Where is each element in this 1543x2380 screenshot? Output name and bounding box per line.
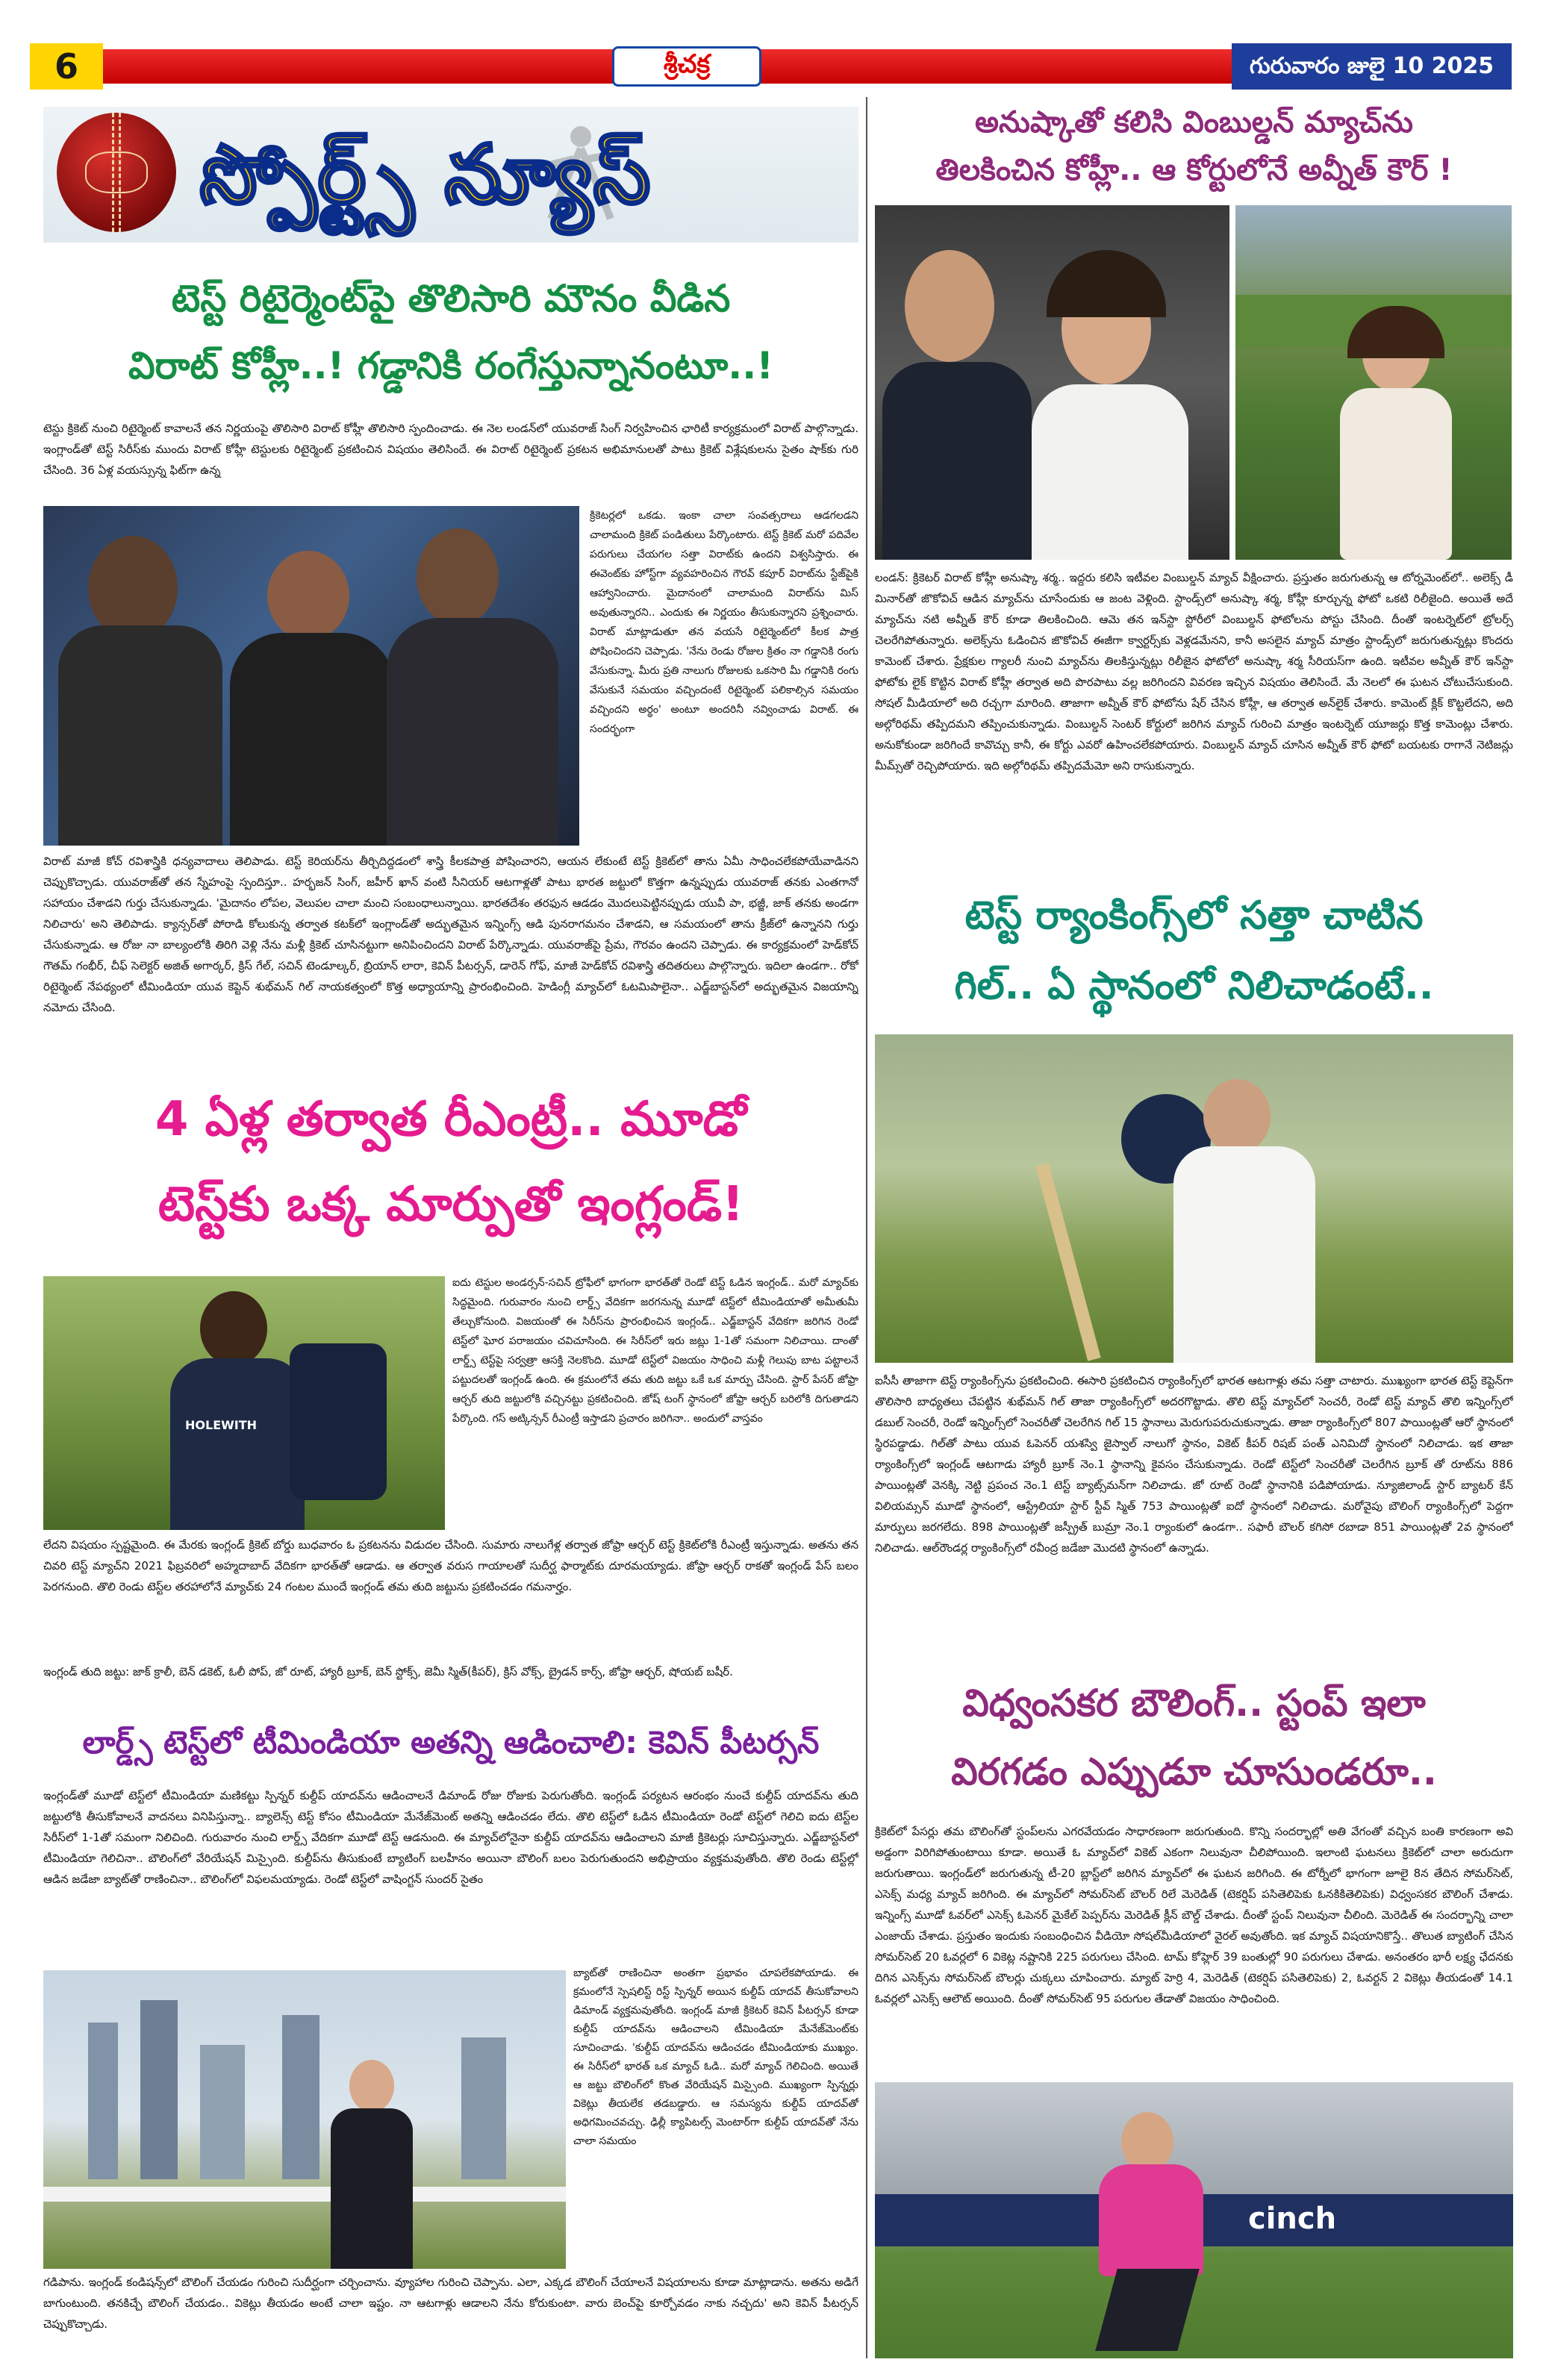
cricket-ball-icon [57,113,176,232]
sports-news-banner [43,107,858,243]
issue-date: గురువారం జులై 10 2025 [1232,43,1512,90]
pietersen-photo [43,1970,566,2269]
pietersen-headline[interactable]: లార్డ్స్ టెస్ట్‌లో టీమిండియా అతన్ని ఆడించాలి: కెవిన్ పీటర్సన్ [82,1724,820,1761]
gill-photo [875,1034,1513,1363]
wimbledon-headline-2[interactable]: తిలకించిన కోహ్లీ.. ఆ కోర్టులోనే అవ్నీత్ కౌర్ ! [935,153,1453,187]
ad-board-text: cinch [1248,2202,1337,2236]
masthead-title: శ్రీచక్ర [663,49,711,79]
kohli-headline-1[interactable]: టెస్ట్ రిటైర్మెంట్‌పై తొలిసారి మౌనం వీడిన [171,277,731,320]
page-number: 6 [30,43,103,90]
jersey-text: HOLEWITH [185,1418,258,1432]
kohli-body-rest: విరాట్ మాజీ కోచ్ రవిశాస్త్రికి ధన్యవాదాలు తెలిపాడు. టెస్ట్ కెరియర్‌ను తీర్చిదిద్దడంలో శాస్త్రి కీలకపాత్ర పోషించారని, ఆయన లేకుంటే టెస్ట్ క్రికెట్‌లో తాను ఏమీ సాధించలేకపోయేవాడినని చెప్పుకొచ్చాడు. యువరాజ్‌తో తన స్నేహంపై స్పందిస్తూ.. హర్భజన్ సింగ్, జహీర్ ఖాన్ వంటి సీనియర్ ఆటగాళ్లతో పాటు భారత జట్టులో కొత్తగా ఉన్నప్పుడు యువరాజ్ తనకు ఎంతగానో సహాయం చేశాడని గుర్తు చేసుకున్నాడు. 'మైదానం లోపల, వెలుపల చాలా మంచి సంబంధాలున్నాయి. భారతదేశం తరఫున ఆడడం మొదలుపెట్టినప్పుడు యువీ పా, భజ్జీ, జాక్ తనకు అండగా నిలిచారు' అని తెలిపాడు. క్యాన్సర్‌తో పోరాడి కోలుకున్న తర్వాత కటక్‌లో ఇంగ్లాండ్‌తో అద్భుతమైన ఇన్నింగ్స్ ఆడి పునరాగమనం చేశాడని, ఆ సమయంలో తాను క్రీజ్‌లో ఉన్నానని గుర్తు చేసుకున్నాడు. ఆ రోజు నా బాల్యంలోకి తిరిగి వెళ్లి నేను మళ్లీ క్రికెట్ చూసినట్టుగా అనిపించిందని విరాట్ పేర్కొన్నాడు. యువరాజ్‌పై ప్రేమ, గౌరవం ఉందని చెప్పాడు. ఈ కార్యక్రమంలో హెడ్‌కోచ్ గౌతమ్ గంభీర్, చీఫ్ సెలెక్టర్ అజిత్ అగార్కర్, క్రిస్ గేల్, సచిన్ టెండూల్కర్, బ్రియాన్ లారా, కెవిన్ పీటర్సన్, డారెన్ గోఫ్, మాజీ హెడ్‌కోచ్ రవిశాస్త్రి తదితరులు పాల్గొన్నారు. ఇదిలా ఉండగా.. రోకో రిటైర్మెంట్ నేపథ్యంలో టీమిండియా యువ కెప్టెన్ శుభ్‌మన్ గిల్ నాయకత్వంలో కొత్త అధ్యాయాన్ని ప్రారంభించింది. హెడింగ్లీ మ్యాచ్‌లో ఓటమిపాలైనా.. ఎడ్జ్‌బాస్టన్‌లో అద్భుతమైన విజయాన్ని నమోదు చేసింది. [43,855,858,1014]
banner-title: స్పోర్ట్స్ న్యూస్ [200,128,652,222]
stump-headline-1[interactable]: విధ్వంసకర బౌలింగ్.. స్టంప్ ఇలా [962,1681,1426,1725]
avneet-kaur-photo [1235,205,1512,560]
page-header [30,43,1512,90]
gill-headline-1[interactable]: టెస్ట్ ర్యాంకింగ్స్‌లో సత్తా చాటిన [964,893,1424,938]
gill-headline-2[interactable]: గిల్.. ఏ స్థానంలో నిలిచాడంటే.. [954,963,1434,1008]
england-squad: ఇంగ్లండ్ తుది జట్టు: జాక్ క్రాలీ, బెన్ డకెట్, ఓలీ పోప్, జో రూట్, హ్యారీ బ్రూక్, బెన్ స్టోక్స్, జెమీ స్మిత్(కీపర్), క్రిస్ వోక్స్, బ్రైడన్ కార్స్, జోఫ్రా ఆర్చర్, షోయబ్ బషీర్. [43,1665,733,1678]
column-divider [866,97,867,2358]
gill-body: ఐసీసీ తాజాగా టెస్ట్ ర్యాంకింగ్స్‌ను ప్రకటించింది. ఈసారి ప్రకటించిన ర్యాంకింగ్స్‌లో భారత ఆటగాళ్లు తమ సత్తా చాటారు. ముఖ్యంగా భారత టెస్ట్ కెప్టెన్‌గా తొలిసారి బాధ్యతలు చేపట్టిన శుభ్‌మన్ గిల్ తాజా ర్యాంకింగ్స్‌లో అదరగొట్టాడు. తొలి టెస్ట్ మ్యాచ్‌లో సెంచరీ, రెండో టెస్ట్ మ్యాచ్ తొలి ఇన్నింగ్స్‌లో డబుల్ సెంచరీ, రెండో ఇన్నింగ్స్‌లో సెంచరీతో చెలరేగిన గిల్ 15 స్థానాలు మెరుగుపరుచుకున్నాడు. తాజా ర్యాంకింగ్స్‌లో 807 పాయింట్లతో ఆరో స్థానంలో స్థిరపడ్డాడు. గిల్‌తో పాటు యువ ఓపెనర్ యశస్వి జైస్వాల్ నాలుగో స్థానం, వికెట్ కీపర్ రిషబ్ పంత్ ఎనిమిదో స్థానంలో నిలిచాడు. ఇక తాజా ర్యాంకింగ్స్‌లో ఇంగ్లండ్ ఆటగాడు హ్యారీ బ్రూక్ నెం.1 స్థానాన్ని కైవసం చేసుకున్నాడు. రెండో టెస్ట్‌లో సెంచరీతో చెలరేగిన బ్రూక్ తో రూట్‌ను 886 పాయింట్లతో వెనక్కి నెట్టి ప్రపంచ నెం.1 టెస్ట్ బ్యాట్స్‌మన్‌గా నిలిచాడు. జో రూట్ రెండో స్థానానికి పడిపోయాడు. న్యూజిలాండ్ స్టార్ బ్యాటర్ కేన్ విలియమ్సన్ మూడో స్థానంలో, ఆస్ట్రేలియా స్టార్ స్టీవ్ స్మిత్ 753 పాయింట్లతో ఐదో స్థానంలో నిలిచాడు. మరోవైపు బౌలింగ్ ర్యాంకింగ్స్‌లో పెద్దగా మార్పులు జరగలేదు. 898 పాయింట్లతో జస్ప్రీత్ బుమ్రా నెం.1 ర్యాంకులో ఉండగా.. సఫారీ బౌలర్ కగిసో రబాడా 851 పాయింట్లతో 2వ స్థానంలో నిలిచాడు. ఆల్‌రౌండర్ల ర్యాంకింగ్స్‌లో రవీంద్ర జడేజా మొదటి స్థానంలో ఉన్నాడు. [875,1374,1513,1555]
jofra-archer-photo [43,1276,445,1530]
stump-headline-2[interactable]: విరగడం ఎప్పుడూ చూసుండరూ.. [951,1750,1437,1793]
pietersen-intro: ఇంగ్లండ్‌తో మూడో టెస్ట్‌లో టీమిండియా మణికట్టు స్పిన్నర్ కుల్దీప్ యాదవ్‌ను ఆడించాలనే డిమాండ్ రోజు రోజుకు పెరుగుతోంది. ఇంగ్లండ్ పర్యటన ఆరంభం నుంచే కుల్దీప్ యాదవ్‌ను తుది జట్టులోకి తీసుకోవాలనే వాదనలు వినిపిస్తున్నా.. బ్యాలెన్స్ టెస్ట్ కోసం టీమిండియా మేనేజ్‌మెంట్ అతన్ని ఆడించడం లేదు. తొలి టెస్ట్‌లో ఓడిన టీమిండియా రెండో టెస్ట్‌లో గెలిచి ఐదు టెస్ట్‌ల సిరీస్‌లో 1-1తో సమంగా నిలిచింది. గురువారం నుంచి లార్డ్స్ వేదికగా మూడో టెస్ట్ ఆడనుంది. ఈ మ్యాచ్‌లోనైనా కుల్దీప్ యాదవ్‌ను ఆడించాలని మాజీ క్రికెటర్లు సూచిస్తున్నారు. ఎడ్జ్‌బాస్టన్‌లో టీమిండియా గెలిచినా.. బౌలింగ్‌లో వేరియేషన్ మిస్సైంది. కుల్దీప్‌ను తీసుకుంటే బ్యాటింగ్ బలహీనం అయినా బౌలింగ్ బలం పెరుగుతుందని అభిప్రాయం వ్యక్తమవుతోంది. తొలి రెండు టెస్ట్‌ల్లో ఆడిన జడేజా బ్యాట్‌తో రాణించినా.. బౌలింగ్‌లో విఫలమయ్యాడు. రెండో టెస్ట్‌లో వాషింగ్టన్ సుందర్ సైతం [43,1789,858,1886]
kohli-anushka-photo [875,205,1229,560]
england-body-rest: లేదని విషయం స్పష్టమైంది. ఈ మేరకు ఇంగ్లండ్ క్రికెట్ బోర్డు బుధవారం ఓ ప్రకటనను విడుదల చేసింది. సుమారు నాలుగేళ్ల తర్వాత జోఫ్రా ఆర్చర్ టెస్ట్ క్రికెట్‌లోకి రీఎంట్రీ ఇస్తున్నాడు. అతను తన చివరి టెస్ట్ మ్యాచ్‌ని 2021 ఫిబ్రవరిలో అహ్మదాబాద్ వేదికగా భారత్‌తో ఆడాడు. ఆ తర్వాత వరుస గాయాలతో సుదీర్ఘ ఫార్మాట్‌కు దూరమయ్యాడు. జోఫ్రా ఆర్చర్ రాకతో ఇంగ్లండ్ పేస్ బలం పెరగనుంది. తొలి రెండు టెస్ట్‌ల తరహాలోనే మ్యాచ్‌కు 24 గంటల ముందే ఇంగ్లండ్ తమ తుది జట్టును ప్రకటించడం గమనార్హం. [43,1538,858,1593]
england-headline-1[interactable]: 4 ఏళ్ల తర్వాత రీఎంట్రీ.. మూడో [155,1092,747,1147]
wimbledon-body: లండన్: క్రికెటర్ విరాట్ కోహ్లీ అనుష్కా శర్మ.. ఇద్దరు కలిసి ఇటీవల వింబుల్డన్ మ్యాచ్ వీక్షించారు. ప్రస్తుతం జరుగుతున్న ఆ టోర్నమెంట్‌లో.. అలెక్స్ డీ మినార్‌తో జొకోవిచ్ ఆడిన మ్యాచ్‌ను చూసేందుకు ఆ జంట వెళ్లింది. స్టాండ్స్‌లో అనుష్కా శర్మ, కోహ్లీ కూర్చున్న ఫోటో ఒకటి రిలీజైంది. అయితే అదే మ్యాచ్‌ను నటి అవ్నీత్ కౌర్ కూడా తిలకించింది. ఆమె తన ఇన్‌స్టా స్టోరీలో వింబుల్డన్ ఫోటోలను పోస్టు చేసింది. దీంతో ఇంటర్నెట్‌లో ట్రోలర్స్ చెలరేగిపోతున్నారు. అలెక్స్‌ను ఓడించిన జొకోవిచ్ ఈజీగా క్వార్టర్స్‌కు వెళ్లడమేనని, కానీ అసలైన మ్యాచ్ మాత్రం స్టాండ్స్‌లో జరుగుతున్నట్లు కొందరు కామెంట్ చేశారు. ప్రేక్షకుల గ్యాలరీ నుంచి మ్యాచ్‌ను తిలకిస్తున్నట్లు రిలీజైన ఫోటోలో అనుష్కా శర్మ సీరియస్‌గా ఉంది. ఇటీవల అవ్నీత్ కౌర్ ఇన్‌స్టా ఫోటోకు లైక్ కొట్టిన విరాట్ కోహ్లీ తర్వాత అది పొరపాటు వల్ల జరిగిందని వివరణ ఇచ్చిన విషయం తెలిసిందే. మే నెలలో ఈ ఘటన చోటుచేసుకుంది. సోషల్ మీడియాలో అది రచ్చగా మారింది. తాజాగా అవ్నీత్ కౌర్ ఫోటోను షేర్ చేసిన కోహ్లీ, ఆ తర్వాత అన్‌లైక్ చేశారు. కామెంట్ క్లిక్ కొట్టలేదని, అది అల్గోరిథమ్ తప్పిదమని తప్పించుకున్నాడు. వింబుల్డన్ సెంటర్ కోర్టులో జరిగిన మ్యాచ్ గురించి మాత్రం ఇంటర్నెట్ యూజర్లు కొత్త కామెంట్లు చేశారు. అనుకోకుండా జరిగిందే కావొచ్చు కానీ, ఈ కోర్టు ఎవరో ఉహించలేకపోయారు. వింబుల్డన్ మ్యాచ్ చూసిన అవ్నీత్ కౌర్ ఫోటో బయటకు రాగానే నెటిజన్లు మీమ్స్‌తో రెచ్చిపోయారు. ఇది అల్గోరిథమ్ తప్పిదమేమో అని రాసుకున్నారు. [875,571,1513,772]
stump-body: క్రికెట్‌లో పేసర్లు తమ బౌలింగ్‌తో స్టంప్‌లను ఎగరవేయడం సాధారణంగా జరుగుతుంది. కొన్ని సందర్భాల్లో అతి వేగంతో వచ్చిన బంతి కారణంగా అవి అడ్డంగా విరిగిపోతుంటాయి కూడా. అయితే ఓ మ్యాచ్‌లో వికెట్ ఎకంగా నిలువునా చీలిపోయింది. ఇలాంటి ఘటనలు క్రికెట్‌లో చాలా అరుదుగా జరుగుతాయి. ఇంగ్లండ్‌లో జరుగుతున్న టీ-20 బ్లాస్ట్‌లో జరిగిన మ్యాచ్‌లో ఈ ఘటన జరిగింది. ఈ టోర్నీలో భాగంగా జూలై 8న తేదిన సోమర్‌సెట్, ఎసెక్స్ మధ్య మ్యాచ్ జరిగింది. ఈ మ్యాచ్‌లో సోమర్‌సెట్ బౌలర్ రిలే మెరెడిత్ (టెకర్షిప్ పసితెలిపెకు ఓనకికితెలిపెకు) విధ్వంసకర బౌలింగ్ చేశాడు. ఇన్నింగ్స్ మూడో ఓవర్‌లో ఎసెక్స్ ఓపెనర్ మైకేల్ పెప్పర్‌ను మెరెడిత్ క్లీన్ బౌల్డ్ చేశాడు. దీంతో స్టంప్ నిలువునా చీలింది. మెరెడిత్ ఈ సందర్భాన్ని చాలా ఎంజాయ్ చేశాడు. ప్రస్తుతం ఇందుకు సంబంధించిన వీడియో సోషల్‌మీడియాలో వైరల్ అవుతోంది. ఇక మ్యాచ్ విషయానికొస్తే.. తొలుత బ్యాటింగ్ చేసిన సోమర్‌సెట్ 20 ఓవర్లలో 6 వికెట్ల నష్టానికి 225 పరుగులు చేసింది. టామ్ కోహ్లెర్ 39 బంతుల్లో 90 పరుగులు చేశాడు. అనంతరం భారీ లక్ష్య ఛేదనకు దిగిన ఎసెక్స్‌ను సోమర్‌సెట్ బౌలర్లు చుక్కలు చూపించారు. మ్యాట్ హెర్రి 4, మెరెడిత్ (టెకర్షిప్ పసితెలిపెకు) 2, ఓవర్టన్ 2 వికెట్లు తీయడంతో 14.1 ఓవర్లలో ఎసెక్స్ ఆలౌట్ అయింది. దీంతో సోమర్‌సెట్ 95 పరుగుల తేడాతో విజయం సాధించింది. [875,1825,1513,2005]
meredith-bowling-photo [875,2082,1513,2358]
pietersen-body-rest: గడిపాను. ఇంగ్లండ్ కండిషన్స్‌లో బౌలింగ్ చేయడం గురించి సుదీర్ఘంగా చర్చించాను. వ్యూహాల గురించి చెప్పాను. ఎలా, ఎక్కడ బౌలింగ్ చేయాలనే విషయాలను కూడా మాట్లాడాను. అతను అడిగే బాగుంటుంది. తనకిచ్చే బౌలింగ్ చేయడం.. వికెట్లు తీయడం అంటే చాలా ఇష్టం. నా ఆటగాళ్లు ఆడాలని నేను కోరుకుంటా. వారు బెంచ్‌పై కూర్చోవడం నాకు నచ్చదు' అని కెవిన్ పీటర్సన్ చెప్పుకొచ్చాడు. [43,2276,858,2331]
kohli-headline-2[interactable]: విరాట్ కోహ్లీ..! గడ్డానికి రంగేస్తున్నానంటూ..! [128,344,774,387]
kohli-intro: టెస్టు క్రికెట్ నుంచి రిటైర్మెంట్ కావాలనే తన నిర్ణయంపై తొలిసారి విరాట్ కోహ్లీ తొలిసారి స్పందించాడు. ఈ నెల లండన్‌లో యువరాజ్ సింగ్ నిర్వహించిన ఛారిటీ కార్యక్రమంలో విరాట్ పాల్గొన్నాడు. ఇంగ్లాండ్‌తో టెస్ట్ సిరీస్‌కు ముందు విరాట్ కోహ్లీ టెస్టులకు రిటైర్మెంట్ ప్రకటించిన విషయం తెలిసిందే. ఈ విరాట్ రిటైర్మెంట్ ప్రకటన అభిమానులతో పాటు క్రికెట్ విశ్లేషకులను సైతం షాక్‌కు గురి చేసింది. 36 ఏళ్ల వయస్సున్న ఫిట్‌గా ఉన్న [43,422,858,477]
pietersen-side-text: బ్యాట్‌తో రాణించినా అంతగా ప్రభావం చూపలేకపోయాడు. ఈ క్రమంలోనే స్పెషలిస్ట్ రిస్ట్ స్పిన్నర్ అయిన కుల్దీప్ యాదవ్ తీసుకోవాలని డిమాండ్ వ్యక్తమవుతోంది. ఇంగ్లండ్ మాజీ క్రికెటర్ కెవిన్ పీటర్సన్ కూడా కుల్దీప్ యాదవ్‌ను ఆడించాలని టీమిండియా మేనేజ్‌మెంట్‌కు సూచించాడు. 'కుల్దీప్ యాదవ్‌ను ఆడించడం టీమిండియాకు ముఖ్యం. ఈ సిరీస్‌లో భారత్ ఒక మ్యాచ్ ఓడి.. మరో మ్యాచ్ గెలిచింది. అయితే ఆ జట్టు బౌలింగ్‌లో కొంత వేరియేషన్ మిస్సైంది. ముఖ్యంగా స్పిన్నర్లు వికెట్లు తీయలేక తడబడ్డారు. ఆ సమస్యను కుల్దీప్ యాదవ్‌తో అధిగమించవచ్చు. ఢిల్లీ క్యాపిటల్స్ మెంటార్‌గా కుల్దీప్ యాదవ్‌తో నేను చాలా సమయం [573,1967,858,2147]
masthead-logo[interactable] [612,46,761,87]
kohli-side-text: క్రికెటర్లలో ఒకడు. ఇంకా చాలా సంవత్సరాలు ఆడగలడని చాలామంది క్రికెట్ పండితులు పేర్కొంటారు. టెస్ట్ క్రికెట్ మరో పదివేల పరుగులు చేయగల సత్తా విరాట్‌కు ఉందని విశ్వసిస్తారు. ఈ ఈవెంట్‌కు హోస్ట్‌గా వ్యవహరించిన గౌరవ్ కపూర్ విరాట్‌ను స్టేజ్‌పైకి ఆహ్వానించారు. మైదానంలో చాలామంది విరాట్‌ను మిస్ అవుతున్నారని.. ఎందుకు ఈ నిర్ణయం తీసుకున్నారని ప్రశ్నించారు. విరాట్ మాట్లాడుతూ తన వయసే రిటైర్మెంట్‌లో కీలక పాత్ర పోషించిందని చెప్పాడు. 'నేను రెండు రోజుల క్రితం నా గడ్డానికి రంగు వేసుకున్నా. మీరు ప్రతి నాలుగు రోజులకు ఒకసారి మీ గడ్డానికి రంగు వేసుకునే సమయం వచ్చిందంటే రిటైర్మెంట్ పలికాల్సిన సమయం వచ్చిందని అర్థం' అంటూ అందరినీ నవ్వించాడు విరాట్. ఈ సందర్భంగా [590,510,858,735]
england-side-text: ఐదు టెస్టుల అండర్సన్-సచిన్ ట్రోఫీలో భాగంగా భారత్‌తో రెండో టెస్ట్‌ ఓడిన ఇంగ్లండ్.. మరో మ్యాచ్‌కు సిద్ధమైంది. గురువారం నుంచి లార్డ్స్ వేదికగా జరగనున్న మూడో టెస్ట్‌లో టీమిండియాతో అమీతుమీ తేల్చుకోనుంది. విజయంతో ఈ సిరీస్‌ను ప్రారంభించిన ఇంగ్లండ్.. ఎడ్జ్‌బాస్టన్ వేదికగా జరిగిన రెండో టెస్ట్‌లో ఘోర పరాజయం చవిచూసింది. ఈ సిరీస్‌లో ఇరు జట్లు 1-1తో సమంగా నిలిచాయి. దాంతో లార్డ్స్ టెస్ట్‌పై సర్వత్రా ఆసక్తి నెలకొంది. మూడో టెస్ట్‌లో విజయం సాధించి మళ్లీ గెలుపు బాట పట్టాలనే పట్టుదలతో ఇంగ్లండ్ ఉంది. ఈ క్రమంలోనే తమ తుది జట్టు ఒకే ఒక మార్పు చేసింది. స్టార్ పేసర్ జోఫ్రా ఆర్చర్ తుది జట్టులోకి వచ్చినట్టు ప్రకటించింది. జోష్ టంగ్ స్థానంలో జోఫ్రా ఆర్చర్ బరిలోకి దిగుతాడని పేర్కొంది. గస్ అట్కిన్సన్ రీఎంట్రీ ఇస్తాడని ప్రచారం జరిగినా.. అందులో వాస్తవం [452,1277,858,1425]
kohli-event-photo [43,506,579,846]
england-headline-2[interactable]: టెస్ట్‌కు ఒక్క మార్పుతో ఇంగ్లండ్! [158,1177,744,1232]
wimbledon-headline-1[interactable]: అనుష్కాతో కలిసి వింబుల్డన్ మ్యాచ్‌ను [974,105,1414,140]
